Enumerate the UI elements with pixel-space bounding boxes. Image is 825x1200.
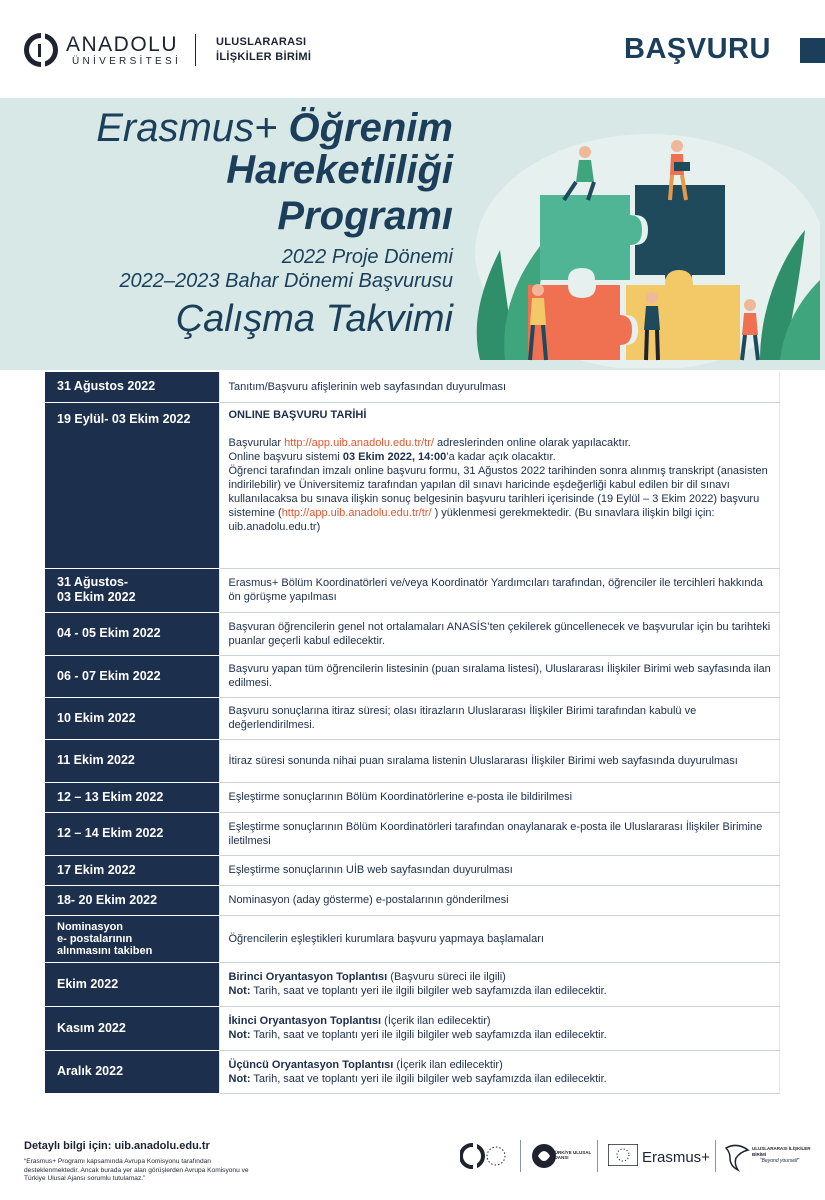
- eu-flag-icon: [608, 1144, 638, 1166]
- schedule-row: [45, 655, 780, 697]
- schedule-description: Başvuru sonuçlarına itiraz süresi; olası itirazların Uluslararası İlişkiler Birimi tarafından kabulü ve değerlendirilmesi.: [219, 697, 780, 739]
- application-paragraph-3: [229, 464, 772, 534]
- puzzle-people-illustration: [460, 120, 820, 368]
- schedule-row: [45, 402, 780, 568]
- text-span: Online başvuru sistemi: [228, 450, 343, 463]
- schedule-date: Aralık 2022: [45, 1050, 219, 1093]
- schedule-date: 18- 20 Ekim 2022: [45, 885, 219, 915]
- note-line: [229, 1028, 772, 1042]
- note-label: Not:: [228, 985, 251, 997]
- schedule-date: 17 Ekim 2022: [45, 855, 219, 885]
- schedule-date: 10 Ekim 2022: [45, 697, 219, 739]
- schedule-date: Kasım 2022: [45, 1006, 219, 1050]
- paragraph-gap: [229, 422, 772, 436]
- schedule-date: 12 – 14 Ekim 2022: [45, 812, 219, 855]
- university-sub: ÜNİVERSİTESİ: [72, 56, 182, 67]
- note-label: Not:: [228, 1072, 251, 1085]
- schedule-row: [45, 855, 780, 885]
- schedule-row: [45, 962, 780, 1006]
- application-paragraph-1: [229, 436, 772, 450]
- note-text: Tarih, saat ve toplantı yeri ile ilgili bilgiler web sayfamızda ilan edilecektir.: [250, 985, 607, 997]
- meeting-line: [229, 1058, 772, 1072]
- program-title-line2: Hareketliliği: [226, 148, 453, 192]
- schedule-date: 04 - 05 Ekim 2022: [45, 612, 219, 655]
- national-agency-text: TÜRKİYE ULUSAL AJANSI: [552, 1150, 592, 1160]
- calendar-title: Çalışma Takvimi: [175, 298, 453, 340]
- schedule-row: [45, 612, 780, 655]
- deadline-text: 03 Ekim 2022, 14:00: [342, 450, 447, 463]
- text-span: ) yüklenmesi gerekmektedir. (Bu sınavlara ilişkin bilgi için: uib.anadolu.edu.tr): [228, 506, 715, 533]
- schedule-description: Nominasyon (aday gösterme) e-postalarının gönderilmesi: [219, 885, 780, 915]
- hero-banner: [0, 98, 825, 370]
- erasmus-plus-label: Erasmus+: [642, 1149, 710, 1166]
- page-footer: [0, 1122, 825, 1200]
- schedule-description: Tanıtım/Başvuru afişlerinin web sayfasından duyurulması: [219, 372, 780, 402]
- anadolu-logo-icon: [24, 33, 58, 67]
- meeting-note: (İçerik ilan edilecektir): [393, 1058, 503, 1071]
- semester-title: 2022–2023 Bahar Dönemi Başvurusu: [119, 270, 453, 292]
- note-line: [229, 984, 772, 998]
- footer-divider: [715, 1140, 716, 1172]
- schedule-description: Öğrencilerin eşleştikleri kurumlara başvuru yapmaya başlamaları: [219, 915, 780, 962]
- schedule-date: 06 - 07 Ekim 2022: [45, 655, 219, 697]
- uib-logo-text: ULUSLARARASI İLİŞKİLER BİRİMİ: [752, 1146, 811, 1157]
- uib-bird-logo-icon: [722, 1140, 752, 1172]
- text-span: Başvurular: [228, 436, 285, 449]
- meeting-title: İkinci Oryantasyon Toplantısı: [228, 1015, 382, 1027]
- schedule-row: [45, 782, 780, 812]
- application-paragraph-2: [229, 450, 772, 464]
- schedule-date: 31 Ağustos- 03 Ekim 2022: [45, 568, 219, 612]
- application-link[interactable]: http://app.uib.anadolu.edu.tr/tr/: [281, 506, 432, 519]
- note-text: Tarih, saat ve toplantı yeri ile ilgili bilgiler web sayfamızda ilan edilecektir.: [250, 1072, 607, 1085]
- schedule-date: Ekim 2022: [45, 962, 219, 1006]
- program-title-line1: [96, 106, 453, 151]
- schedule-description: İtiraz süresi sonunda nihai puan sıralama listenin Uluslararası İlişkiler Birimi web sayfasında duyurulması: [219, 739, 780, 782]
- orientation-meeting-details: [219, 1006, 780, 1050]
- meeting-note: (Başvuru süreci ile ilgili): [387, 971, 506, 983]
- note-line: [229, 1072, 772, 1086]
- meeting-title: Birinci Oryantasyon Toplantısı: [228, 971, 388, 983]
- schedule-row: [45, 915, 780, 962]
- footer-divider: [520, 1140, 521, 1172]
- meeting-line: [229, 1014, 772, 1028]
- university-name: ANADOLU: [66, 33, 179, 56]
- schedule-description: Başvuran öğrencilerin genel not ortalamaları ANASİS’ten çekilerek güncellenecek ve başvurular için bu tarihteki puanlar geçerli kabul edilecektir.: [219, 612, 780, 655]
- page-header: [0, 0, 825, 98]
- text-span: adreslerinden online olarak yapılacaktır.: [433, 436, 631, 449]
- orientation-meeting-details: [219, 962, 780, 1006]
- funding-disclaimer: “Erasmus+ Programı kapsamında Avrupa Komisyonu tarafından desteklenmektedir. Ancak burada yer alan görüşlerden Avrupa Komisyonu ve Türkiye Ulusal Ajansı sorumlu tutulamaz.”: [24, 1158, 249, 1182]
- project-period: 2022 Proje Dönemi: [281, 246, 453, 268]
- apply-title-block: [800, 38, 825, 63]
- schedule-date: 31 Ağustos 2022: [45, 372, 219, 402]
- program-title-line3: Programı: [277, 194, 453, 238]
- unit-name-line2: İLİŞKİLER BİRİMİ: [216, 51, 312, 63]
- schedule-row: [45, 885, 780, 915]
- uib-slogan: “Beyond yourself”: [760, 1158, 800, 1164]
- schedule-description: Erasmus+ Bölüm Koordinatörleri ve/veya Koordinatör Yardımcıları tarafından, öğrenciler ile tercihleri hakkında ön görüşme yapılması: [219, 568, 780, 612]
- schedule-date: 12 – 13 Ekim 2022: [45, 782, 219, 812]
- orientation-meeting-details: [219, 1050, 780, 1093]
- schedule-row: [45, 568, 780, 612]
- header-divider: [195, 34, 196, 66]
- schedule-table: [45, 372, 780, 1094]
- note-label: Not:: [228, 1029, 251, 1041]
- note-text: Tarih, saat ve toplantı yeri ile ilgili bilgiler web sayfamızda ilan edilecektir.: [250, 1029, 607, 1041]
- schedule-row: [45, 812, 780, 855]
- online-application-details: [219, 402, 780, 568]
- schedule-description: Eşleştirme sonuçlarının UİB web sayfasından duyurulması: [219, 855, 780, 885]
- schedule-row: [45, 739, 780, 782]
- anadolu-mini-logo-icon: [460, 1140, 510, 1172]
- schedule-description: Başvuru yapan tüm öğrencilerin listesinin (puan sıralama listesi), Uluslararası İlişkiler Birimi web sayfasında ilan edilmesi.: [219, 655, 780, 697]
- meeting-note: (İçerik ilan edilecektir): [381, 1015, 491, 1027]
- schedule-description: Eşleştirme sonuçlarının Bölüm Koordinatörleri tarafından onaylanarak e-posta ile Uluslararası İlişkiler Birimine iletilmesi: [219, 812, 780, 855]
- schedule-date: Nominasyon e- postalarının alınmasını takiben: [45, 915, 219, 962]
- program-title-bold: Öğrenim: [288, 106, 453, 150]
- schedule-date: 11 Ekim 2022: [45, 739, 219, 782]
- schedule-date: 19 Eylül- 03 Ekim 2022: [45, 402, 219, 568]
- schedule-row: [45, 697, 780, 739]
- text-span: ’a kadar açık olacaktır.: [446, 450, 556, 463]
- text-span: Öğrenci tarafından imzalı online başvuru formu, 31 Ağustos 2022 tarihinden sonra alınmış transkript (anasisten indirilebilir) ve Üniversitemiz tarafından yapılan dil sınavı haricinde eşdeğerliği kabul edilen bir dil sınavı kullanılacaksa bu sınava ilişkin sonuç belgesinin başvuru tarihleri içerisinde (19 Eylül – 3 Ekim 2022) başvuru sistemine (: [228, 464, 768, 519]
- schedule-row: [45, 1006, 780, 1050]
- unit-name-line1: ULUSLARARASI: [216, 36, 307, 48]
- online-application-heading: ONLINE BAŞVURU TARİHİ: [228, 408, 367, 421]
- schedule-description: Eşleştirme sonuçlarının Bölüm Koordinatörlerine e-posta ile bildirilmesi: [219, 782, 780, 812]
- program-title-light: Erasmus+: [96, 106, 278, 150]
- meeting-title: Üçüncü Oryantasyon Toplantısı: [228, 1058, 394, 1071]
- footer-divider: [597, 1140, 598, 1172]
- contact-info: Detaylı bilgi için: uib.anadolu.edu.tr: [24, 1140, 210, 1152]
- application-link[interactable]: http://app.uib.anadolu.edu.tr/tr/: [284, 436, 434, 449]
- apply-title: BAŞVURU: [624, 33, 771, 65]
- schedule-row: [45, 1050, 780, 1093]
- meeting-line: [229, 970, 772, 984]
- schedule-row: [45, 372, 780, 402]
